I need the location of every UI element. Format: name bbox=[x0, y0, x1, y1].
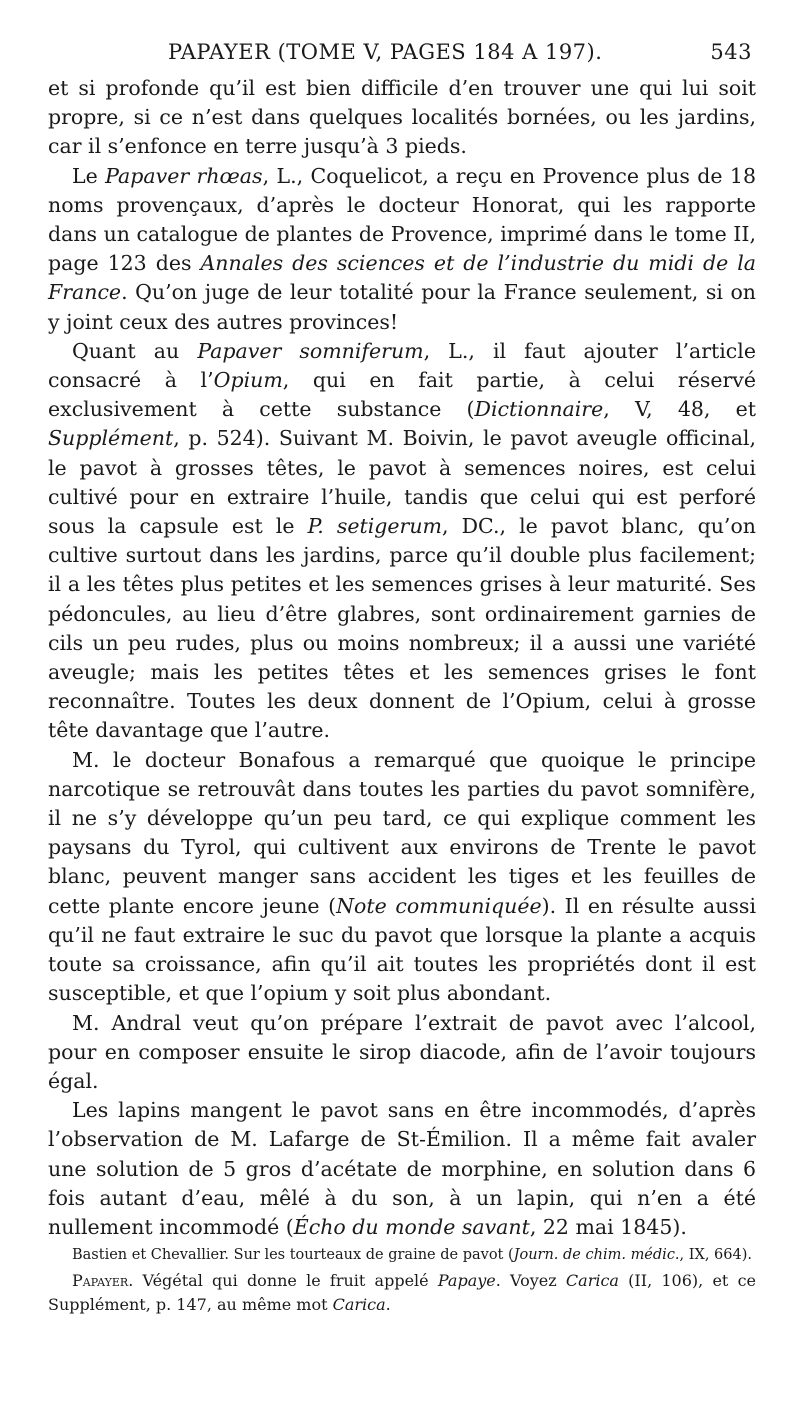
text-run: , V, 48, et bbox=[603, 397, 756, 422]
dictionary-entry bbox=[48, 1269, 756, 1317]
running-header bbox=[48, 40, 756, 74]
text-run: et si profonde qu’il est bien difficile d’en trouver une qui lui soit propre, si ce n’est dans quelques localités bornées, ou les jardins, car il s’enfonce en terre jusqu’à 3 pieds. bbox=[48, 76, 756, 159]
footnotes bbox=[48, 1244, 756, 1267]
text-run: Quant au bbox=[72, 338, 198, 363]
paragraph bbox=[48, 162, 756, 337]
text-run: Le bbox=[72, 163, 106, 188]
text-run: , qui en fait partie, à celui réservé exclusivement à cette substance ( bbox=[48, 368, 756, 422]
italic-text: Dictionnaire bbox=[474, 397, 604, 422]
italic-text: Papaver rhœas bbox=[105, 163, 263, 188]
text-run: M. le docteur Bonafous a remarqué que quoique le principe narcotique se retrouvât dans toutes les parties du pavot somnifère, il ne s’y développe qu’un peu tard, ce qui explique comment les paysans du Tyrol, qui cultivent aux environs de Trente le pavot blanc, peuvent manger sans accident les tiges et les feuilles de cette plante encore jeune ( bbox=[48, 747, 756, 918]
italic-text: Opium bbox=[213, 368, 283, 393]
italic-text: Papaver somniferum bbox=[197, 338, 424, 363]
text-run: , L., il faut ajouter l’article consacré à l’ bbox=[48, 338, 756, 393]
paragraph bbox=[48, 746, 756, 1009]
text-run: Les lapins mangent le pavot sans en être incommodés, d’après l’observation de M. Lafarge de St-Émilion. Il a même fait avaler une solution de 5 gros d’acétate de morphine, en solution dans 6 fois autant d’eau, mêlé à du son, à un lapin, qui n’en a été nullement incommodé ( bbox=[48, 1098, 756, 1239]
text-run: . bbox=[385, 1295, 391, 1315]
text-run: , p. 524). Suivant M. Boivin, le pavot aveugle officinal, le pavot à grosses têtes, le pavot à semences noires, est celui cultivé pour en extraire l’huile, tandis que celui qui est perforé sous la capsule est le bbox=[48, 426, 756, 539]
page-number: 543 bbox=[710, 40, 752, 64]
italic-text: Annales des sciences et de l’industrie du midi de la France bbox=[48, 251, 756, 305]
text-run: , L., Coquelicot, a reçu en Provence plus de 18 noms provençaux, d’après le docteur Honorat, qui les rapporte dans un catalogue de plantes de Provence, imprimé dans le tome II, page 123 des bbox=[48, 163, 757, 276]
paragraph bbox=[48, 1009, 756, 1097]
text-run: Bastien et Chevallier. Sur les tourteaux de graine de pavot ( bbox=[72, 1247, 514, 1264]
main-text bbox=[48, 74, 756, 1242]
paragraph bbox=[48, 74, 756, 162]
footnote bbox=[48, 1244, 756, 1267]
text-run: ). Il en résulte aussi qu’il ne faut extraire le suc du pavot que lorsque la plante a acquis toute sa croissance, afin qu’il ait toutes les propriétés dont il est susceptible, et que l’opium y soit plus abondant. bbox=[48, 893, 757, 1006]
text-run: M. Andral veut qu’on prépare l’extrait de pavot avec l’alcool, pour en composer ensuite le sirop diacode, afin de l’avoir toujours égal. bbox=[48, 1010, 756, 1093]
paragraph bbox=[48, 1096, 756, 1242]
italic-text: Carica bbox=[332, 1295, 386, 1315]
paragraph bbox=[48, 337, 756, 746]
italic-text: Papaye bbox=[437, 1271, 496, 1291]
text-run: . Qu’on juge de leur totalité pour la France seulement, si on y joint ceux des autres provinces! bbox=[48, 280, 756, 334]
text-run: . Voyez bbox=[495, 1271, 566, 1291]
italic-text: Journ. de chim. médic. bbox=[513, 1247, 680, 1264]
italic-text: P. setigerum bbox=[307, 514, 442, 539]
italic-text: Écho du monde savant bbox=[293, 1214, 530, 1239]
text-run: Papayer bbox=[72, 1271, 129, 1291]
italic-text: Supplément bbox=[48, 426, 174, 451]
text-run: , DC., le pavot blanc, qu’on cultive surtout dans les jardins, parce qu’il double plus facilement; il a les têtes plus petites et les semences grises à leur maturité. Ses pédoncules, au lieu d’être glabres, sont ordinairement garnies de cils un peu rudes, plus ou moins nombreux; il a aussi une variété aveugle; mais les petites têtes et les semences grises le font reconnaître. Toutes les deux donnent de l’Opium, celui à grosse tête davantage que l’autre. bbox=[48, 514, 756, 743]
running-title: PAPAYER (TOME V, PAGES 184 A 197). bbox=[168, 40, 603, 64]
text-run: (II, 106), et ce Supplément, p. 147, au même mot bbox=[48, 1271, 757, 1315]
final-entry bbox=[48, 1269, 756, 1317]
text-run: , IX, 664). bbox=[679, 1247, 752, 1264]
italic-text: Carica bbox=[565, 1271, 619, 1291]
text-run: , 22 mai 1845). bbox=[529, 1214, 687, 1239]
italic-text: Note communiquée bbox=[336, 893, 542, 918]
text-run: . Végétal qui donne le fruit appelé bbox=[128, 1271, 438, 1291]
